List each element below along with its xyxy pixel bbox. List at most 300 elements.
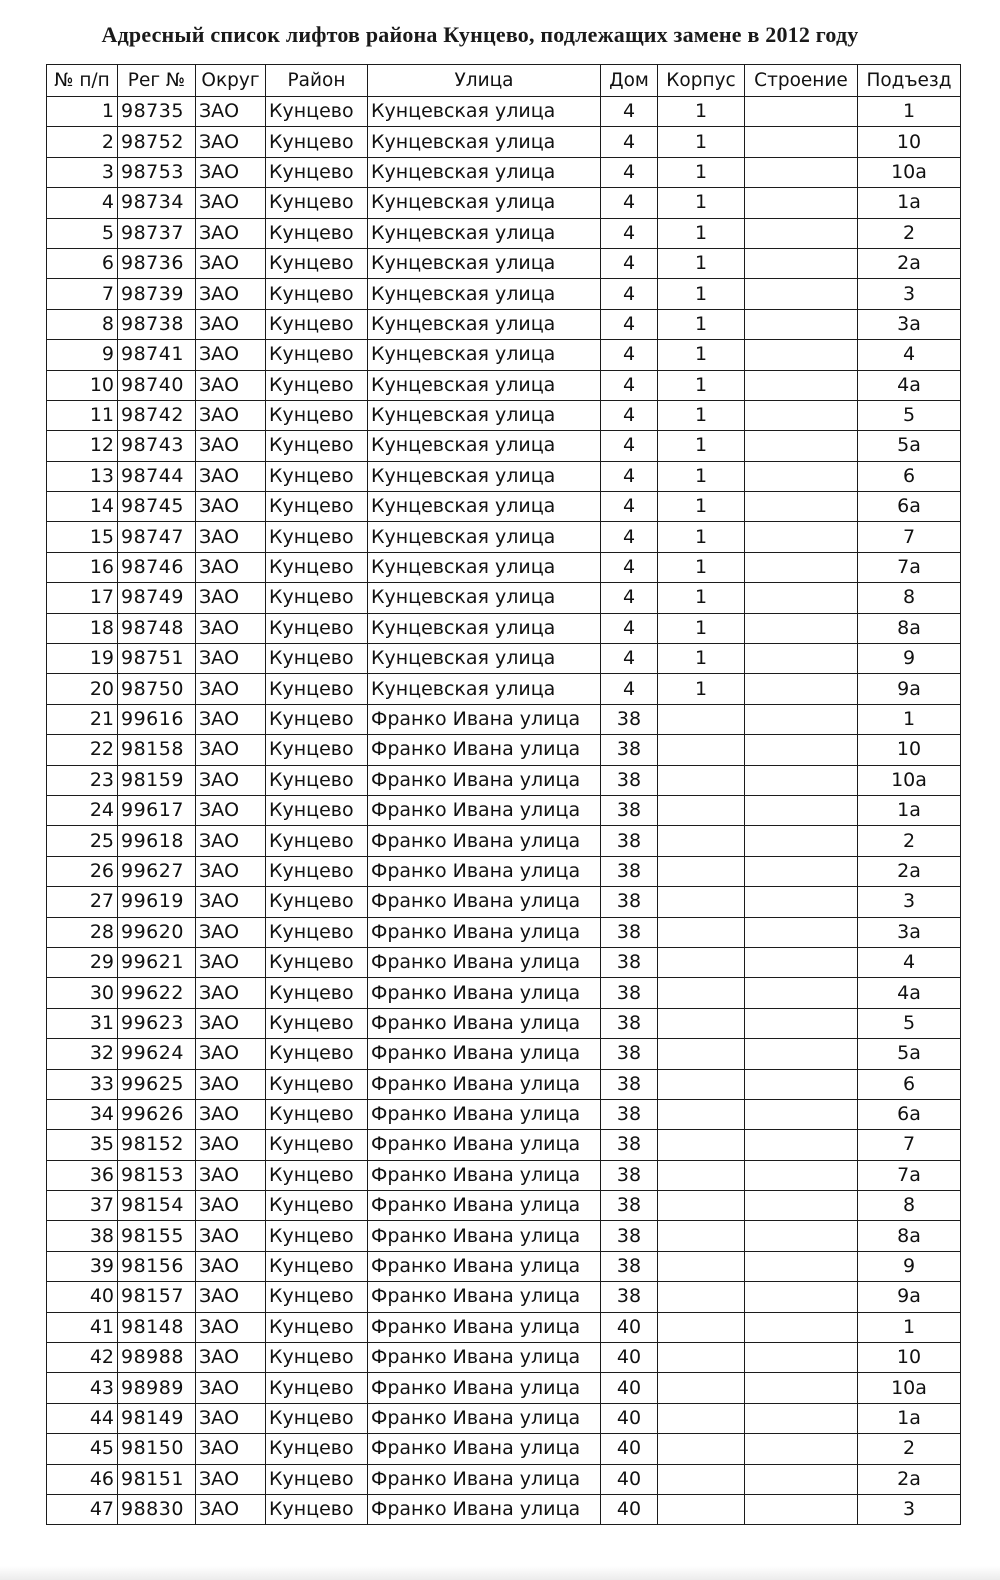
cell-street: Кунцевская улица (368, 370, 601, 400)
cell-dom: 4 (601, 127, 658, 157)
cell-korpus: 1 (658, 431, 745, 461)
cell-reg-number: 98749 (118, 583, 196, 613)
cell-podezd: 1а (858, 188, 961, 218)
table-row (47, 218, 961, 248)
column-header-street: Улица (368, 65, 601, 97)
cell-podezd: 1 (858, 704, 961, 734)
page-title: Адресный список лифтов района Кунцево, подлежащих замене в 2012 году (101, 22, 859, 47)
cell-korpus: 1 (658, 400, 745, 430)
cell-podezd: 7а (858, 552, 961, 582)
cell-reg-number: 98742 (118, 400, 196, 430)
cell-rayon: Кунцево (266, 583, 368, 613)
table-header (47, 65, 961, 97)
cell-rayon: Кунцево (266, 400, 368, 430)
cell-korpus (658, 735, 745, 765)
cell-rayon: Кунцево (266, 522, 368, 552)
cell-stroenie (745, 1434, 858, 1464)
cell-okrug: ЗАО (196, 1282, 266, 1312)
cell-okrug: ЗАО (196, 795, 266, 825)
table-row (47, 340, 961, 370)
cell-podezd: 2а (858, 856, 961, 886)
cell-stroenie (745, 1282, 858, 1312)
cell-street: Франко Ивана улица (368, 1008, 601, 1038)
cell-rayon: Кунцево (266, 887, 368, 917)
cell-stroenie (745, 127, 858, 157)
cell-number: 37 (47, 1191, 118, 1221)
cell-number: 1 (47, 97, 118, 127)
cell-street: Кунцевская улица (368, 248, 601, 278)
cell-korpus (658, 1312, 745, 1342)
cell-dom: 38 (601, 947, 658, 977)
table-row (47, 1069, 961, 1099)
cell-stroenie (745, 1130, 858, 1160)
cell-stroenie (745, 947, 858, 977)
cell-street: Франко Ивана улица (368, 1191, 601, 1221)
cell-dom: 40 (601, 1403, 658, 1433)
cell-dom: 38 (601, 1008, 658, 1038)
cell-number: 33 (47, 1069, 118, 1099)
cell-reg-number: 98744 (118, 461, 196, 491)
cell-okrug: ЗАО (196, 1069, 266, 1099)
cell-podezd: 3а (858, 917, 961, 947)
table-row (47, 1130, 961, 1160)
cell-korpus: 1 (658, 188, 745, 218)
cell-number: 32 (47, 1039, 118, 1069)
cell-okrug: ЗАО (196, 1160, 266, 1190)
table-row (47, 1343, 961, 1373)
cell-okrug: ЗАО (196, 188, 266, 218)
cell-okrug: ЗАО (196, 279, 266, 309)
table-row (47, 856, 961, 886)
cell-street: Франко Ивана улица (368, 1403, 601, 1433)
cell-okrug: ЗАО (196, 340, 266, 370)
cell-number: 39 (47, 1251, 118, 1281)
cell-dom: 4 (601, 461, 658, 491)
table-row (47, 978, 961, 1008)
cell-rayon: Кунцево (266, 644, 368, 674)
cell-stroenie (745, 644, 858, 674)
column-header-okrug: Округ (196, 65, 266, 97)
cell-reg-number: 98753 (118, 157, 196, 187)
cell-rayon: Кунцево (266, 613, 368, 643)
table-row (47, 1221, 961, 1251)
cell-number: 31 (47, 1008, 118, 1038)
cell-korpus (658, 1251, 745, 1281)
table-row (47, 1403, 961, 1433)
cell-korpus (658, 887, 745, 917)
table-row (47, 1373, 961, 1403)
cell-stroenie (745, 1160, 858, 1190)
table-row (47, 370, 961, 400)
cell-dom: 4 (601, 157, 658, 187)
cell-number: 35 (47, 1130, 118, 1160)
cell-podezd: 1 (858, 97, 961, 127)
cell-rayon: Кунцево (266, 1403, 368, 1433)
cell-okrug: ЗАО (196, 613, 266, 643)
cell-rayon: Кунцево (266, 248, 368, 278)
cell-street: Франко Ивана улица (368, 795, 601, 825)
cell-number: 45 (47, 1434, 118, 1464)
cell-podezd: 4 (858, 340, 961, 370)
cell-korpus (658, 1130, 745, 1160)
cell-street: Франко Ивана улица (368, 856, 601, 886)
cell-number: 11 (47, 400, 118, 430)
cell-korpus (658, 1099, 745, 1129)
cell-okrug: ЗАО (196, 127, 266, 157)
cell-korpus (658, 795, 745, 825)
table-row (47, 887, 961, 917)
cell-number: 8 (47, 309, 118, 339)
cell-korpus (658, 1464, 745, 1494)
cell-okrug: ЗАО (196, 735, 266, 765)
cell-street: Кунцевская улица (368, 218, 601, 248)
cell-number: 6 (47, 248, 118, 278)
cell-street: Франко Ивана улица (368, 1312, 601, 1342)
cell-stroenie (745, 248, 858, 278)
cell-reg-number: 99620 (118, 917, 196, 947)
cell-podezd: 8а (858, 613, 961, 643)
cell-podezd: 3 (858, 887, 961, 917)
table-row (47, 613, 961, 643)
cell-dom: 38 (601, 1221, 658, 1251)
cell-stroenie (745, 370, 858, 400)
table-row (47, 248, 961, 278)
cell-stroenie (745, 1312, 858, 1342)
cell-rayon: Кунцево (266, 1160, 368, 1190)
cell-korpus (658, 1160, 745, 1190)
cell-reg-number: 98153 (118, 1160, 196, 1190)
cell-okrug: ЗАО (196, 522, 266, 552)
cell-podezd: 9 (858, 644, 961, 674)
cell-street: Кунцевская улица (368, 644, 601, 674)
cell-rayon: Кунцево (266, 1464, 368, 1494)
cell-number: 21 (47, 704, 118, 734)
table-row (47, 1160, 961, 1190)
cell-reg-number: 98747 (118, 522, 196, 552)
cell-reg-number: 98750 (118, 674, 196, 704)
cell-street: Франко Ивана улица (368, 887, 601, 917)
cell-reg-number: 98152 (118, 1130, 196, 1160)
cell-stroenie (745, 1343, 858, 1373)
cell-podezd: 6 (858, 1069, 961, 1099)
cell-podezd: 10а (858, 765, 961, 795)
cell-number: 14 (47, 492, 118, 522)
cell-reg-number: 98154 (118, 1191, 196, 1221)
cell-stroenie (745, 1373, 858, 1403)
cell-podezd: 1а (858, 1403, 961, 1433)
cell-reg-number: 98737 (118, 218, 196, 248)
cell-number: 12 (47, 431, 118, 461)
cell-rayon: Кунцево (266, 735, 368, 765)
cell-podezd: 8 (858, 1191, 961, 1221)
cell-korpus (658, 1373, 745, 1403)
cell-reg-number: 98739 (118, 279, 196, 309)
cell-stroenie (745, 1039, 858, 1069)
cell-number: 19 (47, 644, 118, 674)
cell-dom: 38 (601, 917, 658, 947)
cell-rayon: Кунцево (266, 188, 368, 218)
cell-reg-number: 99618 (118, 826, 196, 856)
cell-stroenie (745, 1069, 858, 1099)
cell-number: 40 (47, 1282, 118, 1312)
column-header-dom: Дом (601, 65, 658, 97)
cell-dom: 38 (601, 1160, 658, 1190)
cell-dom: 4 (601, 309, 658, 339)
cell-rayon: Кунцево (266, 218, 368, 248)
cell-reg-number: 99625 (118, 1069, 196, 1099)
cell-podezd: 2 (858, 1434, 961, 1464)
cell-rayon: Кунцево (266, 279, 368, 309)
cell-podezd: 5 (858, 1008, 961, 1038)
cell-street: Франко Ивана улица (368, 1464, 601, 1494)
cell-okrug: ЗАО (196, 431, 266, 461)
cell-street: Франко Ивана улица (368, 1343, 601, 1373)
table-row (47, 97, 961, 127)
table-row (47, 522, 961, 552)
cell-dom: 4 (601, 400, 658, 430)
cell-number: 44 (47, 1403, 118, 1433)
cell-stroenie (745, 1494, 858, 1524)
table-row (47, 1191, 961, 1221)
cell-street: Франко Ивана улица (368, 978, 601, 1008)
cell-number: 41 (47, 1312, 118, 1342)
cell-korpus: 1 (658, 552, 745, 582)
cell-okrug: ЗАО (196, 492, 266, 522)
cell-dom: 40 (601, 1343, 658, 1373)
cell-rayon: Кунцево (266, 309, 368, 339)
cell-okrug: ЗАО (196, 552, 266, 582)
cell-stroenie (745, 552, 858, 582)
cell-podezd: 3 (858, 279, 961, 309)
cell-street: Кунцевская улица (368, 583, 601, 613)
cell-street: Кунцевская улица (368, 522, 601, 552)
table-row (47, 279, 961, 309)
cell-okrug: ЗАО (196, 1403, 266, 1433)
cell-reg-number: 98989 (118, 1373, 196, 1403)
cell-okrug: ЗАО (196, 887, 266, 917)
cell-rayon: Кунцево (266, 1008, 368, 1038)
cell-stroenie (745, 1099, 858, 1129)
cell-dom: 38 (601, 765, 658, 795)
cell-korpus (658, 1343, 745, 1373)
cell-dom: 40 (601, 1494, 658, 1524)
cell-podezd: 3а (858, 309, 961, 339)
cell-street: Франко Ивана улица (368, 1434, 601, 1464)
table-row (47, 1008, 961, 1038)
cell-reg-number: 99623 (118, 1008, 196, 1038)
cell-dom: 40 (601, 1434, 658, 1464)
cell-stroenie (745, 704, 858, 734)
cell-reg-number: 98738 (118, 309, 196, 339)
cell-street: Кунцевская улица (368, 613, 601, 643)
cell-stroenie (745, 765, 858, 795)
cell-korpus (658, 917, 745, 947)
cell-rayon: Кунцево (266, 1191, 368, 1221)
cell-korpus (658, 1494, 745, 1524)
cell-number: 13 (47, 461, 118, 491)
cell-rayon: Кунцево (266, 157, 368, 187)
cell-okrug: ЗАО (196, 674, 266, 704)
cell-dom: 38 (601, 795, 658, 825)
cell-korpus (658, 947, 745, 977)
table-row (47, 552, 961, 582)
cell-podezd: 7 (858, 1130, 961, 1160)
cell-stroenie (745, 826, 858, 856)
cell-street: Франко Ивана улица (368, 735, 601, 765)
cell-rayon: Кунцево (266, 1373, 368, 1403)
cell-street: Франко Ивана улица (368, 826, 601, 856)
cell-street: Кунцевская улица (368, 340, 601, 370)
cell-street: Кунцевская улица (368, 188, 601, 218)
cell-reg-number: 98748 (118, 613, 196, 643)
cell-rayon: Кунцево (266, 1251, 368, 1281)
cell-korpus: 1 (658, 522, 745, 552)
cell-podezd: 7 (858, 522, 961, 552)
cell-dom: 40 (601, 1464, 658, 1494)
cell-podezd: 9 (858, 1251, 961, 1281)
cell-dom: 4 (601, 188, 658, 218)
cell-street: Кунцевская улица (368, 431, 601, 461)
cell-stroenie (745, 157, 858, 187)
cell-reg-number: 98155 (118, 1221, 196, 1251)
table-row (47, 674, 961, 704)
cell-stroenie (745, 1251, 858, 1281)
cell-okrug: ЗАО (196, 1251, 266, 1281)
cell-stroenie (745, 522, 858, 552)
cell-rayon: Кунцево (266, 1039, 368, 1069)
cell-okrug: ЗАО (196, 1221, 266, 1251)
cell-stroenie (745, 492, 858, 522)
cell-number: 26 (47, 856, 118, 886)
cell-rayon: Кунцево (266, 765, 368, 795)
cell-number: 4 (47, 188, 118, 218)
cell-number: 10 (47, 370, 118, 400)
cell-rayon: Кунцево (266, 826, 368, 856)
cell-podezd: 9а (858, 674, 961, 704)
cell-reg-number: 99622 (118, 978, 196, 1008)
cell-rayon: Кунцево (266, 461, 368, 491)
cell-rayon: Кунцево (266, 340, 368, 370)
cell-dom: 38 (601, 1282, 658, 1312)
cell-rayon: Кунцево (266, 856, 368, 886)
cell-street: Кунцевская улица (368, 461, 601, 491)
table-row (47, 431, 961, 461)
cell-korpus: 1 (658, 583, 745, 613)
cell-reg-number: 98740 (118, 370, 196, 400)
cell-reg-number: 98735 (118, 97, 196, 127)
cell-korpus: 1 (658, 157, 745, 187)
cell-stroenie (745, 340, 858, 370)
table-row (47, 492, 961, 522)
cell-podezd: 10 (858, 127, 961, 157)
table-row (47, 1039, 961, 1069)
cell-okrug: ЗАО (196, 97, 266, 127)
cell-okrug: ЗАО (196, 1373, 266, 1403)
cell-reg-number: 98743 (118, 431, 196, 461)
cell-okrug: ЗАО (196, 1434, 266, 1464)
cell-dom: 38 (601, 1099, 658, 1129)
cell-number: 5 (47, 218, 118, 248)
cell-okrug: ЗАО (196, 370, 266, 400)
cell-stroenie (745, 1464, 858, 1494)
cell-stroenie (745, 279, 858, 309)
cell-dom: 38 (601, 856, 658, 886)
cell-dom: 38 (601, 1069, 658, 1099)
cell-street: Франко Ивана улица (368, 1282, 601, 1312)
cell-number: 47 (47, 1494, 118, 1524)
cell-rayon: Кунцево (266, 370, 368, 400)
cell-okrug: ЗАО (196, 248, 266, 278)
cell-korpus: 1 (658, 674, 745, 704)
cell-stroenie (745, 309, 858, 339)
cell-dom: 38 (601, 1191, 658, 1221)
cell-number: 28 (47, 917, 118, 947)
cell-number: 16 (47, 552, 118, 582)
cell-podezd: 4 (858, 947, 961, 977)
cell-podezd: 8а (858, 1221, 961, 1251)
table-row (47, 127, 961, 157)
cell-korpus: 1 (658, 613, 745, 643)
table-row (47, 947, 961, 977)
cell-stroenie (745, 1191, 858, 1221)
cell-street: Кунцевская улица (368, 492, 601, 522)
cell-dom: 4 (601, 613, 658, 643)
cell-podezd: 4а (858, 978, 961, 1008)
cell-stroenie (745, 218, 858, 248)
cell-rayon: Кунцево (266, 1130, 368, 1160)
cell-reg-number: 98157 (118, 1282, 196, 1312)
cell-street: Кунцевская улица (368, 127, 601, 157)
cell-okrug: ЗАО (196, 461, 266, 491)
cell-dom: 38 (601, 887, 658, 917)
cell-dom: 4 (601, 97, 658, 127)
cell-rayon: Кунцево (266, 1221, 368, 1251)
cell-reg-number: 98150 (118, 1434, 196, 1464)
cell-number: 29 (47, 947, 118, 977)
cell-korpus (658, 856, 745, 886)
cell-dom: 4 (601, 279, 658, 309)
table-row (47, 795, 961, 825)
cell-rayon: Кунцево (266, 1099, 368, 1129)
cell-rayon: Кунцево (266, 917, 368, 947)
cell-number: 42 (47, 1343, 118, 1373)
table-row (47, 1251, 961, 1281)
cell-korpus (658, 1069, 745, 1099)
cell-number: 3 (47, 157, 118, 187)
cell-stroenie (745, 887, 858, 917)
cell-korpus: 1 (658, 279, 745, 309)
cell-reg-number: 98745 (118, 492, 196, 522)
cell-dom: 38 (601, 704, 658, 734)
cell-podezd: 10а (858, 157, 961, 187)
cell-dom: 4 (601, 522, 658, 552)
cell-reg-number: 98741 (118, 340, 196, 370)
cell-okrug: ЗАО (196, 400, 266, 430)
cell-reg-number: 99616 (118, 704, 196, 734)
cell-number: 25 (47, 826, 118, 856)
cell-korpus (658, 765, 745, 795)
cell-stroenie (745, 735, 858, 765)
cell-number: 15 (47, 522, 118, 552)
table-body (47, 97, 961, 1525)
table-row (47, 917, 961, 947)
cell-reg-number: 98751 (118, 644, 196, 674)
cell-podezd: 6а (858, 492, 961, 522)
cell-reg-number: 98151 (118, 1464, 196, 1494)
cell-korpus: 1 (658, 340, 745, 370)
cell-korpus (658, 1434, 745, 1464)
cell-number: 24 (47, 795, 118, 825)
